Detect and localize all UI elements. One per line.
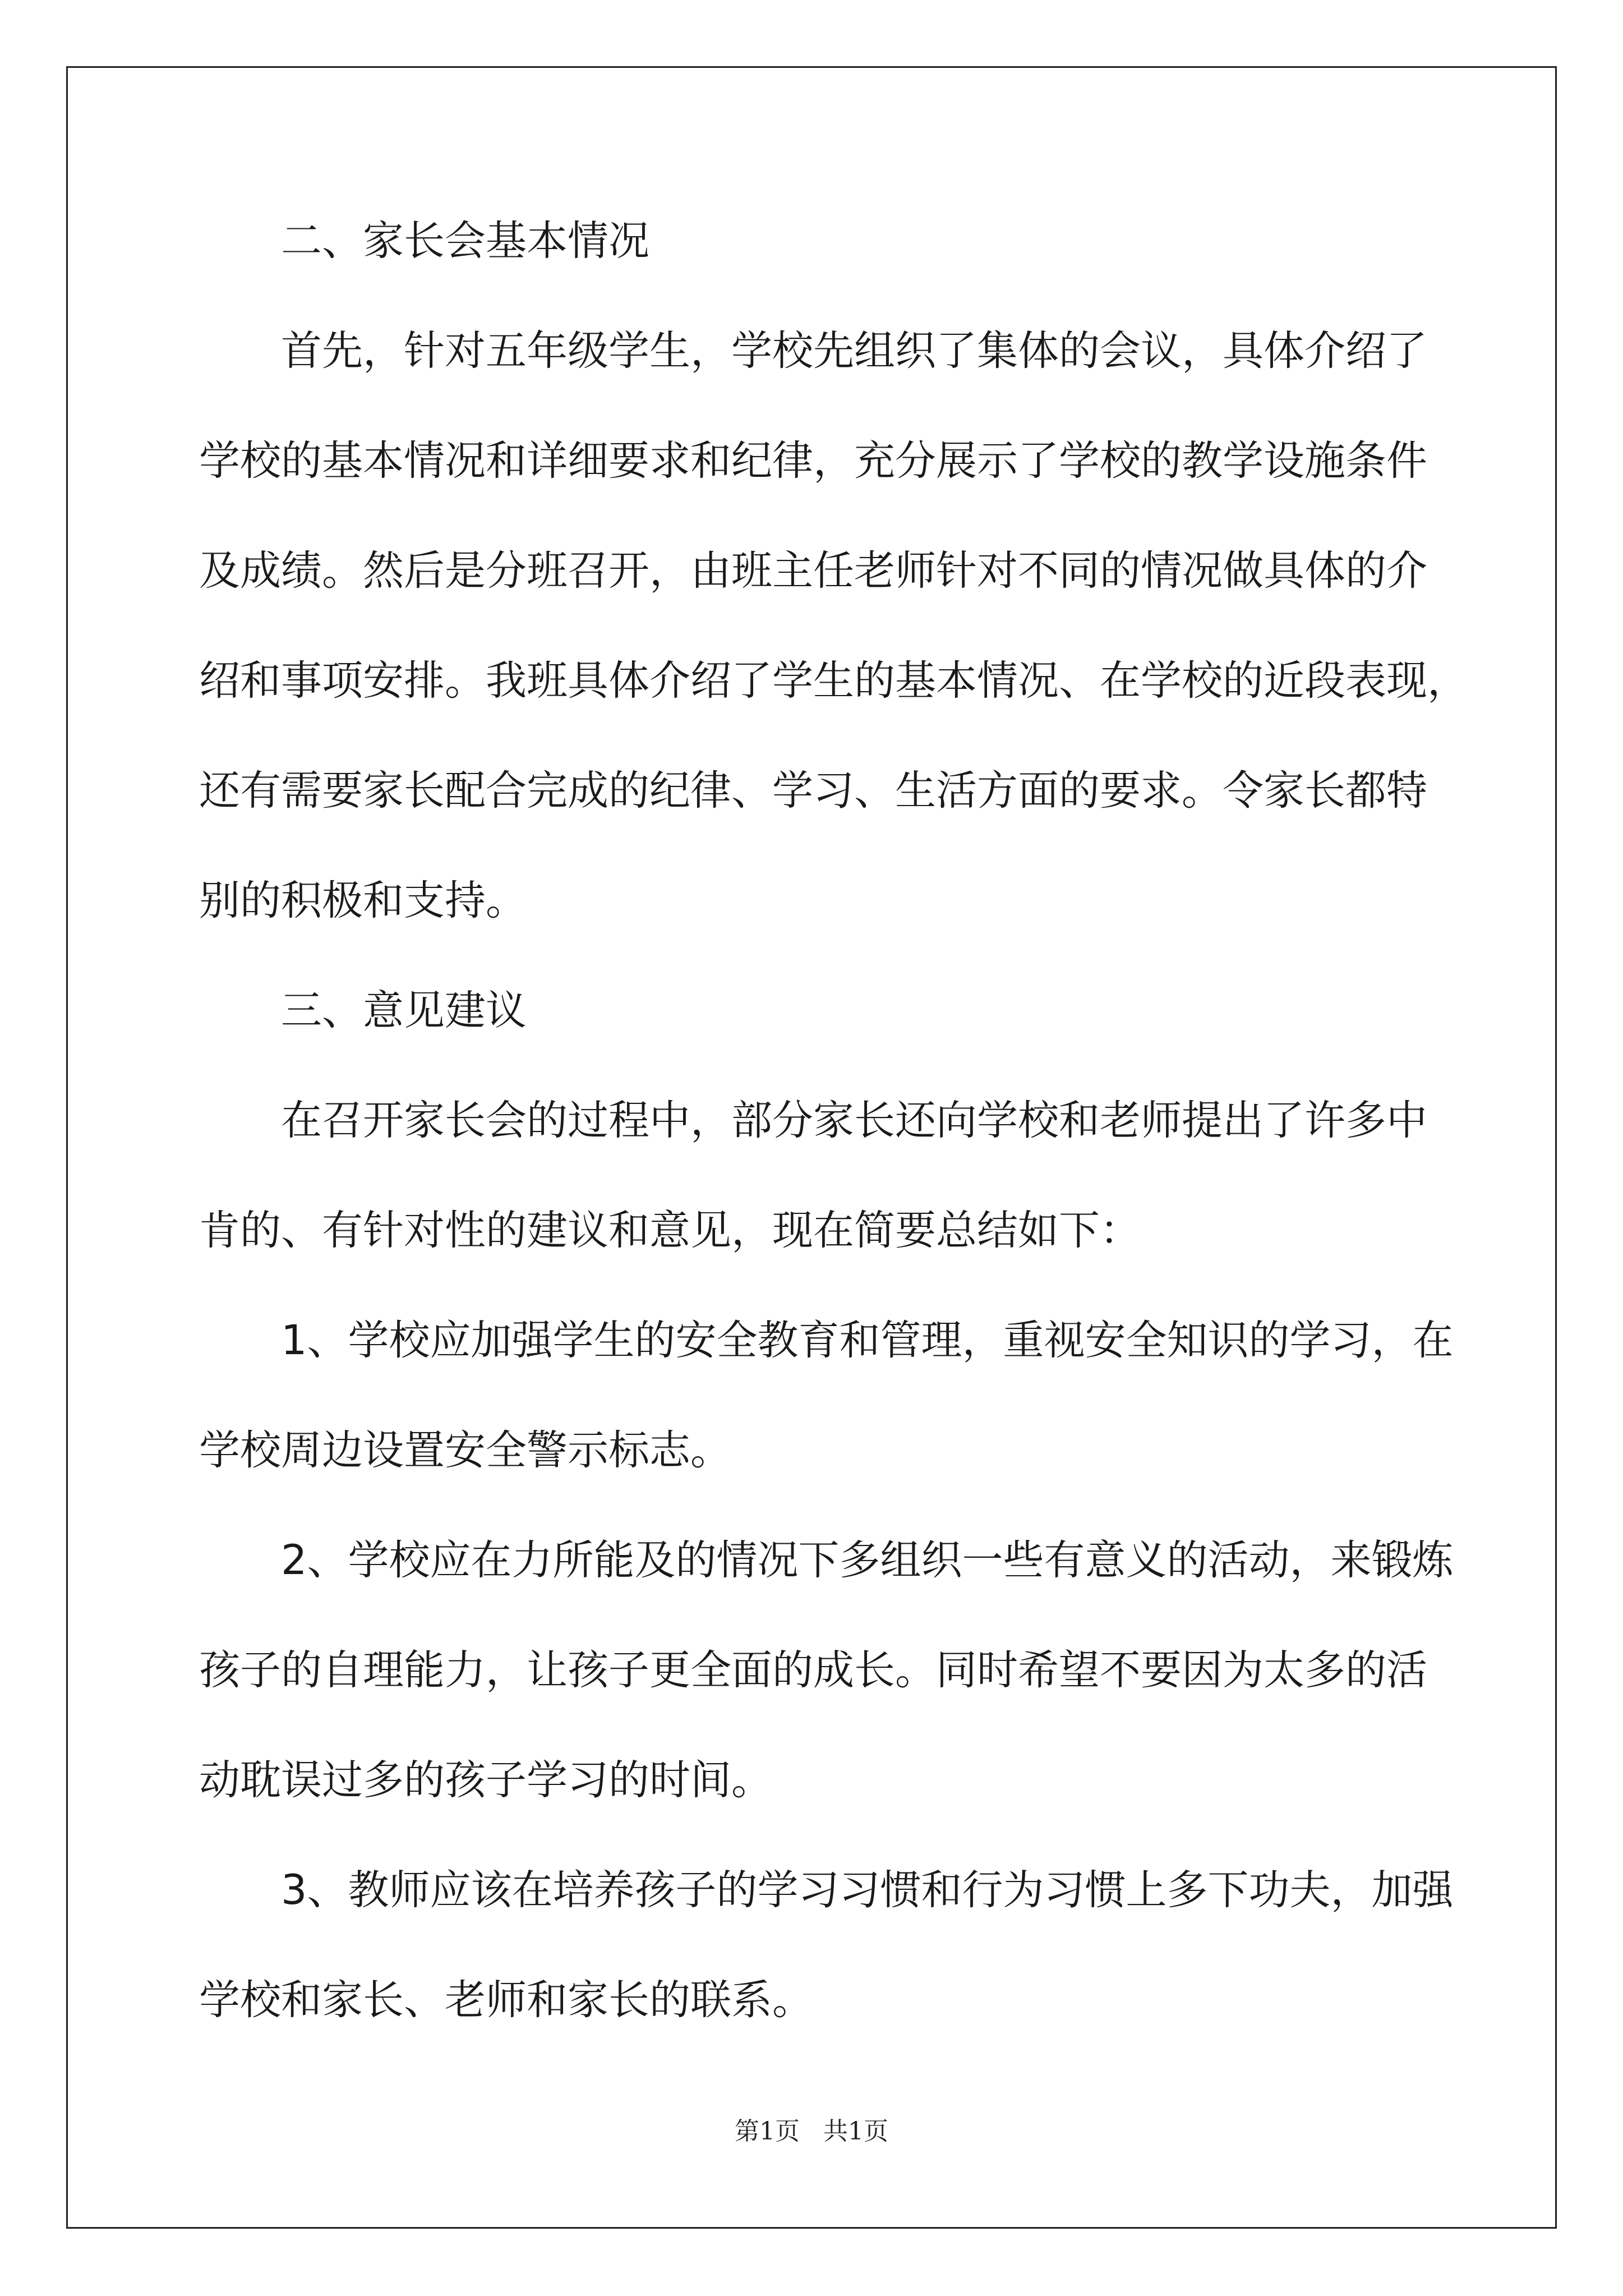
- paragraph-line: 在召开家长会的过程中，部分家长还向学校和老师提出了许多中: [281, 1097, 1427, 1144]
- list-item-line: 1、学校应加强学生的安全教育和管理，重视安全知识的学习，在: [281, 1317, 1454, 1364]
- paragraph-line: 绍和事项安排。我班具体介绍了学生的基本情况、在学校的近段表现，: [199, 657, 1468, 705]
- section-heading-suggestions: 三、意见建议: [281, 987, 527, 1034]
- paragraph-line: 首先，针对五年级学生，学校先组织了集体的会议，具体介绍了: [281, 327, 1427, 375]
- paragraph-line: 别的积极和支持。: [199, 877, 527, 924]
- list-item-line: 2、学校应在力所能及的情况下多组织一些有意义的活动，来锻炼: [281, 1536, 1454, 1584]
- list-item-line: 学校和家长、老师和家长的联系。: [199, 1976, 813, 2024]
- section-heading-basic-info: 二、家长会基本情况: [281, 217, 649, 265]
- list-item-line: 孩子的自理能力，让孩子更全面的成长。同时希望不要因为太多的活: [199, 1646, 1427, 1694]
- list-item-line: 学校周边设置安全警示标志。: [199, 1427, 731, 1474]
- list-item-line: 3、教师应该在培养孩子的学习习惯和行为习惯上多下功夫，加强: [281, 1866, 1454, 1914]
- paragraph-line: 及成绩。然后是分班召开，由班主任老师针对不同的情况做具体的介: [199, 547, 1427, 595]
- paragraph-line: 学校的基本情况和详细要求和纪律，充分展示了学校的教学设施条件: [199, 437, 1427, 485]
- paragraph-line: 肯的、有针对性的建议和意见，现在简要总结如下：: [199, 1207, 1141, 1254]
- page-footer: 第1页 共1页: [735, 2117, 888, 2146]
- paragraph-line: 还有需要家长配合完成的纪律、学习、生活方面的要求。令家长都特: [199, 767, 1427, 815]
- list-item-line: 动耽误过多的孩子学习的时间。: [199, 1756, 772, 1804]
